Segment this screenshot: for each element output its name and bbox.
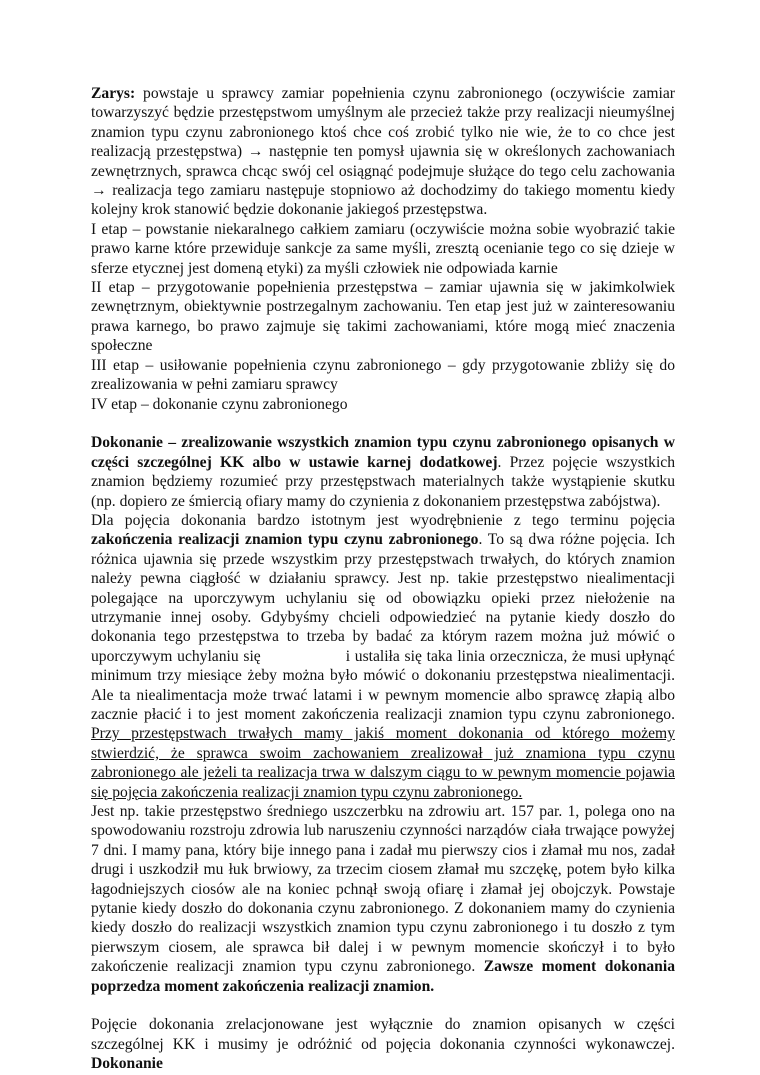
- zarys-text-2: następnie ten pomysł ujawnia się w określonych zachowaniach zewnętrznych, sprawca chcąc swój cel osiągnąć podejmuje służące do tego celu zachowania: [91, 143, 675, 180]
- zakonczenie-paragraph: [91, 511, 675, 802]
- uszczerbek-text: Jest np. takie przestępstwo średniego uszczerbku na zdrowiu art. 157 par. 1, polega ono na spowodowaniu rozstroju zdrowia lub naruszeniu czynności narządów ciała trwające powyżej 7 dni. I mamy pana, który bije innego pana i zadał mu pierwszy cios i złamał mu nos, zadał drugi i uszkodził mu łuk brwiowy, za trzecim ciosem złamał mu szczękę, potem było kilka łagodniejszych ciosów ale na koniec pchnął swoją ofiarę i złamał jej obojczyk. Powstaje pytanie kiedy doszło do dokonania czynu zabronionego. Z dokonaniem mamy do czynienia kiedy doszło do realizacji wszystkich znamion typu czynu zabronionego i tu doszło z tym pierwszym ciosem, ale sprawca bił dalej i w pewnym momencie skończył i to było zakończenie realizacji znamion typu czynu zabronionego.: [91, 803, 675, 976]
- etap-2-paragraph: II etap – przygotowanie popełnienia przestępstwa – zamiar ujawnia się w jakimkolwiek zewnętrznym, obiektywnie postrzegalnym zachowaniu. Ten etap jest już w zainteresowaniu prawa karnego, bo prawo zajmuje się takimi zachowaniami, które mogą mieć znaczenia społeczne: [91, 279, 675, 355]
- dokonanie-definition: Dokonanie – zrealizowanie wszystkich znamion typu czynu zabronionego opisanych w części szczególnej KK albo w ustawie karnej dodatkowej: [91, 434, 675, 471]
- final-paragraph: [91, 1015, 675, 1073]
- final-text: Pojęcie dokonania zrelacjonowane jest wyłącznie do znamion opisanych w części szczególnej KK i musimy je odróżnić od pojęcia dokonania czynności wykonawczej.: [91, 1016, 675, 1053]
- dokonanie-text: . Przez pojęcie wszystkich znamion będziemy rozumieć przy przestępstwach materialnych także wystąpienie skutku (np. dopiero ze śmiercią ofiary mamy do czynienia z dokonaniem przestępstwa zabójstwa).: [91, 453, 676, 510]
- dokonanie-paragraph: [91, 433, 675, 511]
- etap-4-paragraph: IV etap – dokonanie czynu zabronionego: [91, 395, 348, 413]
- zarys-text-1: powstaje u sprawcy zamiar popełnienia czynu zabronionego (oczywiście zamiar towarzyszyć będzie przestępstwom umyślnym ale przecież także przy realizacji nieumyślnej znamion typu czynu zabronionego ktoś chce coś zrobić tylko nie wie, że to co chce jest realizacją przestępstwa): [91, 85, 675, 161]
- zakonczenie-text-3: i ustaliła się taka linia orzecznicza, że musi upłynąć minimum trzy miesiące żeby można było mówić o dokonaniu przestępstwa niealimentacji. Ale ta niealimentacja może trwać latami i w pewnym momencie albo sprawcę złapią albo zacznie płacić i to jest moment zakończenia realizacji znamion typu czynu zabronionego.: [91, 647, 675, 723]
- zakonczenie-text-2: . To są dwa różne pojęcia. Ich różnica ujawnia się przede wszystkim przy przestępstwach trwałych, do których znamion należy pewna ciągłość w działaniu sprawcy. Jest np. takie przestępstwo niealimentacji polegające na uporczywym uchylaniu się od obowiązku opieki przez niełożenie na utrzymanie innej osoby. Gdybyśmy chcieli odpowiedzieć na pytanie kiedy doszło do dokonania tego przestępstwa to trzeba by badać za którym razem można już mówić o uporczywym uchylaniu się: [91, 531, 675, 665]
- zakonczenie-text-1: Dla pojęcia dokonania bardzo istotnym jest wyodrębnienie z tego terminu pojęcia: [91, 511, 675, 529]
- paragraph-gap: [91, 414, 675, 433]
- uszczerbek-paragraph: [91, 802, 675, 996]
- etap-3-paragraph: III etap – usiłowanie popełnienia czynu zabronionego – gdy przygotowanie zbliży się do zrealizowania w pełni zamiaru sprawcy: [91, 356, 675, 394]
- uszczerbek-conclusion: Zawsze moment dokonania poprzedza moment zakończenia realizacji znamion.: [91, 958, 675, 995]
- final-bold: Dokonanie: [91, 1055, 163, 1073]
- zakonczenie-term: zakończenia realizacji znamion typu czynu zabronionego: [91, 531, 479, 549]
- zarys-paragraph: [91, 84, 675, 220]
- paragraph-gap: [91, 996, 675, 1015]
- arrow-icon: →: [247, 143, 264, 161]
- etap-1-paragraph: I etap – powstanie niekaralnego całkiem zamiaru (oczywiście można sobie wyobrazić takie prawo karne które przewiduje sankcje za same myśli, zresztą ocenianie tego co się dzieje w sferze etycznej jest domeną etyki) za myśli człowiek nie odpowiada karnie: [91, 220, 675, 277]
- zarys-heading: Zarys:: [91, 85, 136, 102]
- underlined-passage: Przy przestępstwach trwałych mamy jakiś moment dokonania od którego możemy stwierdzić, że sprawca swoim zachowaniem zrealizował już znamiona typu czynu zabronionego ale jeżeli ta realizacja trwa w dalszym ciągu to w pewnym momencie pojawia się pojęcia zakończenia realizacji znamion typu czynu zabronionego.: [91, 725, 675, 801]
- zarys-text-3: realizacja tego zamiaru następuje stopniowo aż dochodzimy do takiego momentu kiedy kolejny krok stanowić będzie dokonanie jakiegoś przestępstwa.: [91, 182, 675, 219]
- arrow-icon: →: [91, 182, 107, 200]
